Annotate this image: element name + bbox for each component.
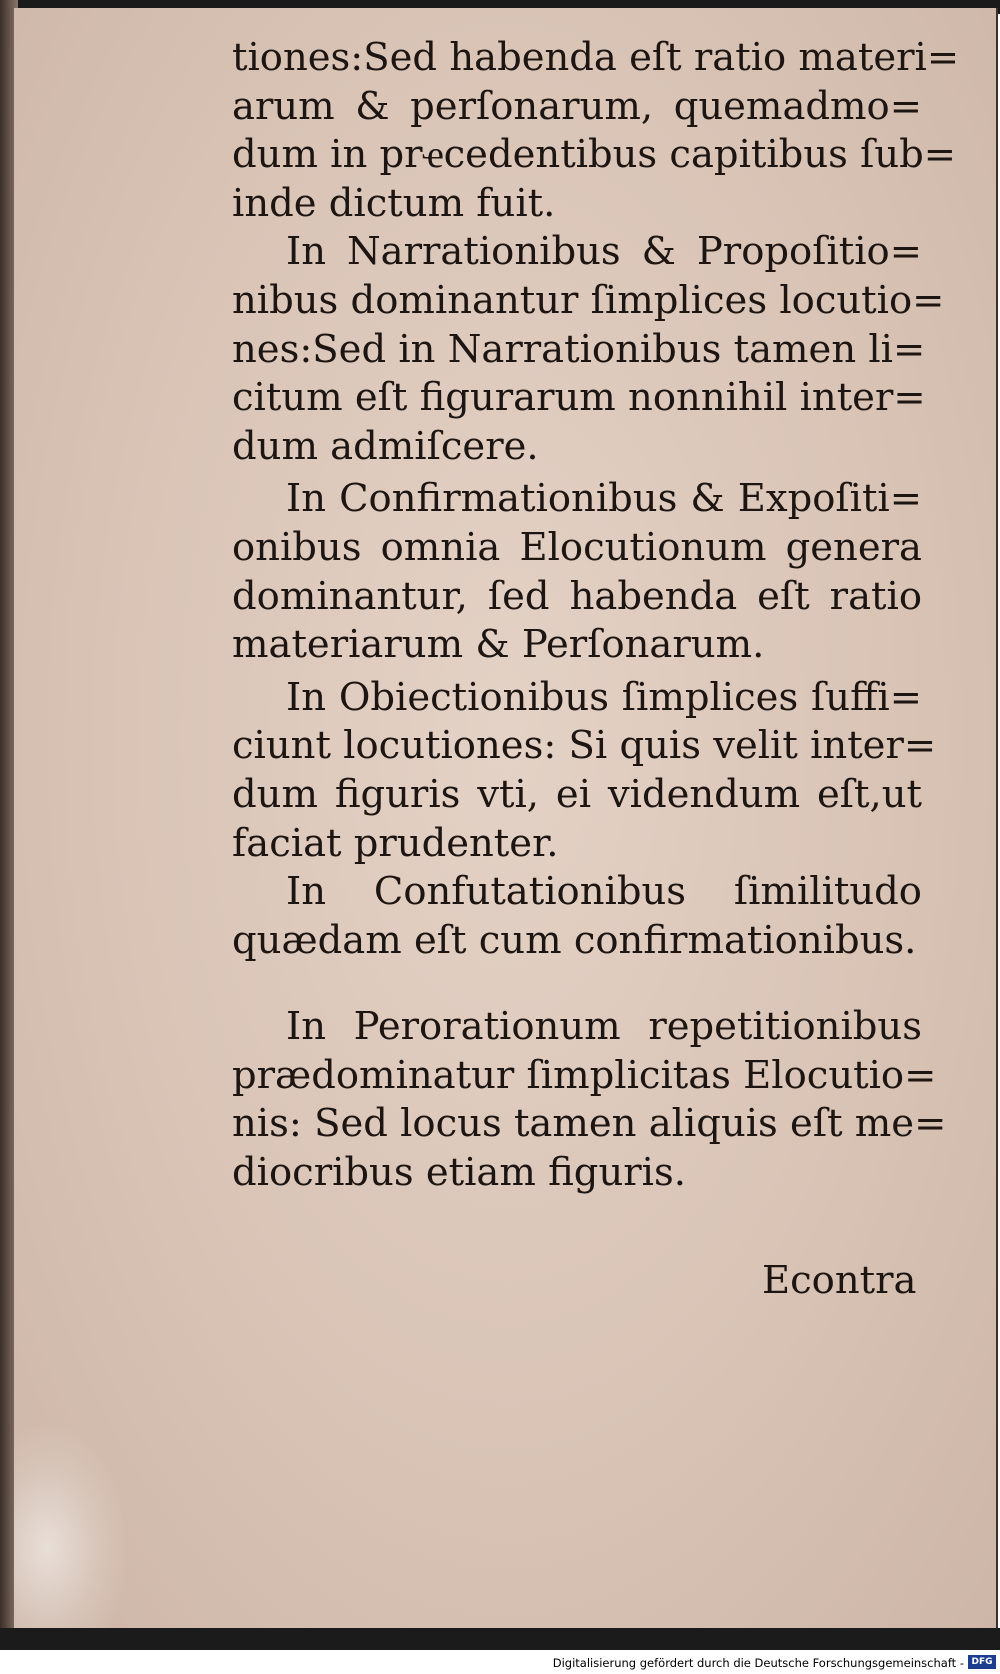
text-line: citum eſt figurarum nonnihil inter=: [232, 375, 926, 421]
text-line: In Confirmationibus & Expoſiti=: [286, 476, 922, 522]
text-line: dum in prҽcedentibus capitibus ſub=: [232, 132, 957, 178]
paragraph: [232, 34, 960, 228]
text-line: In Narrationibus & Propoſitio=: [286, 229, 922, 275]
text-line: nis: Sed locus tamen aliquis eſt me=: [232, 1101, 947, 1147]
text-line: quædam eſt cum confirmationibus.: [232, 917, 917, 963]
text-line: materiarum & Perſonarum.: [232, 622, 765, 668]
paragraph: [232, 1003, 947, 1197]
funding-credit: Digitalisierung gefördert durch die Deutsche Forschungsgemeinschaft -: [552, 1656, 964, 1670]
paragraph: [232, 868, 922, 965]
text-line: In Confutationibus ſimilitudo: [286, 869, 922, 915]
text-line: inde dictum fuit.: [232, 180, 556, 226]
text-line: arum & perſonarum, quemadmo=: [232, 83, 922, 129]
paragraph: [232, 674, 937, 868]
paragraph-gap: [232, 965, 922, 1003]
scan-bottom-border: [0, 1628, 1000, 1650]
paragraph: [232, 228, 945, 471]
text-line: In Perorationum repetitionibus: [286, 1004, 922, 1050]
dfg-logo-icon: DFG: [968, 1655, 996, 1669]
text-line: tiones:Sed habenda eſt ratio materi=: [232, 35, 960, 80]
text-line: In Obiectionibus ſimplices ſuffi=: [286, 674, 922, 720]
paper-stain: [14, 1428, 124, 1628]
paragraph: [232, 475, 922, 669]
text-line: onibus omnia Elocutionum genera: [232, 524, 922, 570]
text-line: diocribus etiam figuris.: [232, 1150, 686, 1196]
text-line: ciunt locutiones: Si quis velit inter=: [232, 723, 937, 769]
text-line: dominantur, ſed habenda eſt ratio: [232, 573, 922, 619]
text-line: faciat prudenter.: [232, 820, 559, 866]
text-line: prædominatur ſimplicitas Elocutio=: [232, 1052, 937, 1098]
catchword: Econtra: [762, 1258, 917, 1303]
page-text-block: [232, 34, 960, 1198]
text-line: dum admiſcere.: [232, 423, 539, 469]
text-line: nibus dominantur ſimplices locutio=: [232, 277, 945, 323]
text-line: nes:Sed in Narrationibus tamen li=: [232, 326, 926, 372]
digitization-footer: [0, 1652, 1000, 1674]
text-line: dum figuris vti, ei videndum eſt,ut: [232, 771, 922, 817]
